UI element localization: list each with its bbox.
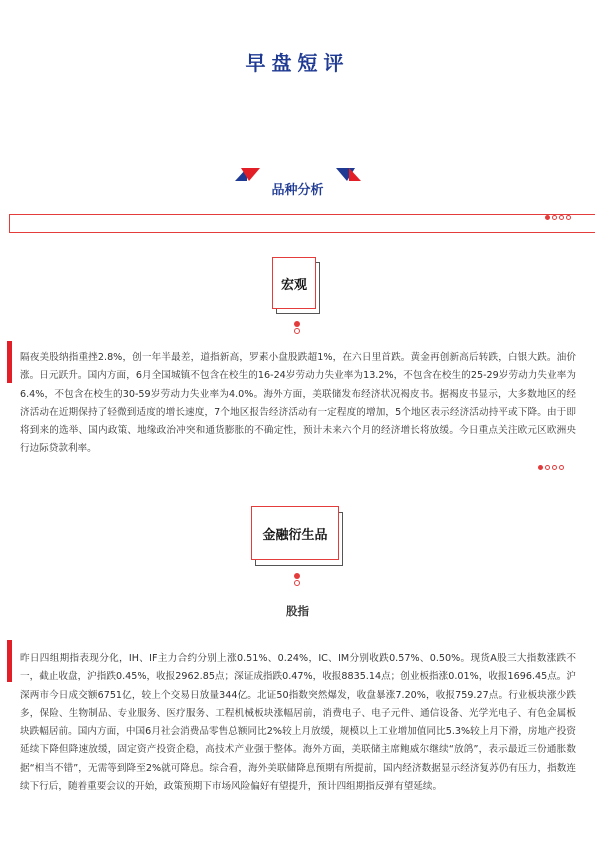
macro-label: 宏观: [280, 277, 307, 293]
page-title: 早盘短评: [245, 51, 350, 75]
macro-paragraph: 隔夜美股纳指重挫2.8%，创一年半最差，道指新高，罗素小盘股跌超1%，在六日里首跌。黄金再创新高后转跌，白银大跌。油价涨。日元跃升。国内方面，6月全国城镇不包含在校生的16-24岁劳动力失业率为13.2%，不包含在校生的25-29岁劳动力失业率为6.4%，不包含在校生的30-59岁劳动力失业率为4.0%。海外方面，美联储发布经济状况褐皮书。据褐皮书显示，大多数地区的经济活动在近期保持了轻微到适度的增长速度，7个地区报告经济活动有一定程度的增加，5个地区表示经济活动持平或下降。由于即将到来的选举、国内政策、地缘政治冲突和通货膨胀的不确定性，预计未来六个月的经济增长将放缓。今日重点关注欧元区欧洲央行边际贷款利率。: [20, 352, 576, 455]
divider-dots-icon: [545, 215, 571, 220]
derivatives-accent-bar: [7, 640, 12, 682]
section-heading: 品种分析: [271, 183, 324, 198]
derivatives-label: 金融衍生品: [262, 527, 328, 543]
macro-end-dots-icon: [538, 465, 564, 470]
macro-label-box: [272, 257, 320, 314]
sub-heading: 股指: [286, 604, 309, 618]
macro-accent-bar: [7, 341, 12, 383]
derivatives-label-box: [251, 506, 343, 566]
derivatives-paragraph: 昨日四组期指表现分化，IH、IF主力合约分别上涨0.51%、0.24%，IC、IM分别收跌0.57%、0.50%。现货A股三大指数涨跌不一，截止收盘，沪指跌0.45%，收报2962.85点；深证成指跌0.47%，收报8835.14点；创业板指涨0.01%，收报1696.45点。沪深两市今日成交额6751亿，较上个交易日放量344亿。北证50指数突然爆发，收盘暴涨7.20%，收报759.27点。行业板块涨少跌多，保险、生物制品、专业服务、医疗服务、工程机械板块涨幅居前，消费电子、电子元件、通信设备、光学光电子、有色金属板块跌幅居前。国内方面，中国6月社会消费品零售总额同比2%较上月放缓，规模以上工业增加值同比5.3%较上月下滑，房地产投资延续下降但降速放缓，固定资产投资企稳，高技术产业强于整体。海外方面，美联储主席鲍威尔继续“放鸽”，表示最近三份通胀数据“相当不错”，无需等到降至2%就可降息。综合看，海外美联储降息预期有所提前，国内经济数据显示经济复苏仍有压力，指数连续下行后，随着重要会议的开始，政策预期下市场风险偏好有望提升，预计四组期指反弹有望延续。: [20, 653, 576, 793]
section-divider-box: [9, 214, 595, 233]
derivatives-connector-dots-icon: [294, 573, 300, 586]
macro-connector-dots-icon: [294, 321, 300, 334]
